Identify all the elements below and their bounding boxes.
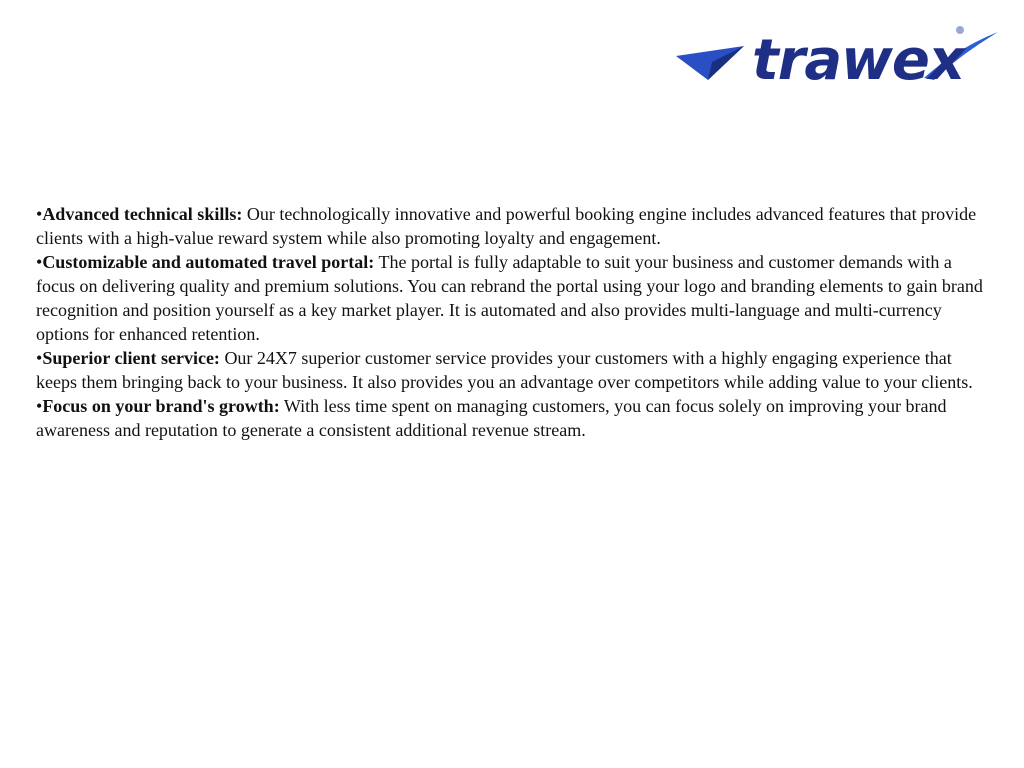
feature-item-advanced-technical-skills bbox=[36, 202, 986, 250]
feature-list bbox=[36, 202, 986, 442]
feature-text: Our 24X7 superior customer service provides your customers with a highly engaging experience that keeps them bringing back to your business. It also provides you an advantage over competitors while adding value to your clients. bbox=[36, 348, 973, 392]
logo-wordmark: trawex bbox=[752, 28, 965, 88]
feature-item-brand-growth bbox=[36, 394, 986, 442]
bullet-marker: • bbox=[36, 348, 43, 368]
bullet-marker: • bbox=[36, 252, 43, 272]
feature-heading: Customizable and automated travel portal: bbox=[42, 252, 375, 272]
feature-text: Our technologically innovative and powerful booking engine includes advanced features that provide clients with a high-value reward system while also promoting loyalty and engagement. bbox=[36, 204, 977, 248]
bullet-marker: • bbox=[36, 204, 43, 224]
bullet-marker: • bbox=[36, 396, 43, 416]
trawex-logo-graphic bbox=[672, 22, 1002, 88]
feature-text: With less time spent on managing customers, you can focus solely on improving your brand awareness and reputation to generate a consistent additional revenue stream. bbox=[36, 396, 947, 440]
feature-text: The portal is fully adaptable to suit your business and customer demands with a focus on delivering quality and premium solutions. You can rebrand the portal using your logo and branding elements to gain brand recognition and position yourself as a key market player. It is automated and also provides multi-language and multi-currency options for enhanced retention. bbox=[36, 252, 983, 344]
trawex-logo bbox=[672, 22, 1002, 88]
feature-heading: Advanced technical skills: bbox=[42, 204, 243, 224]
feature-heading: Focus on your brand's growth: bbox=[42, 396, 280, 416]
feature-heading: Superior client service: bbox=[42, 348, 220, 368]
feature-item-superior-client-service bbox=[36, 346, 986, 394]
feature-item-customizable-portal bbox=[36, 250, 986, 346]
